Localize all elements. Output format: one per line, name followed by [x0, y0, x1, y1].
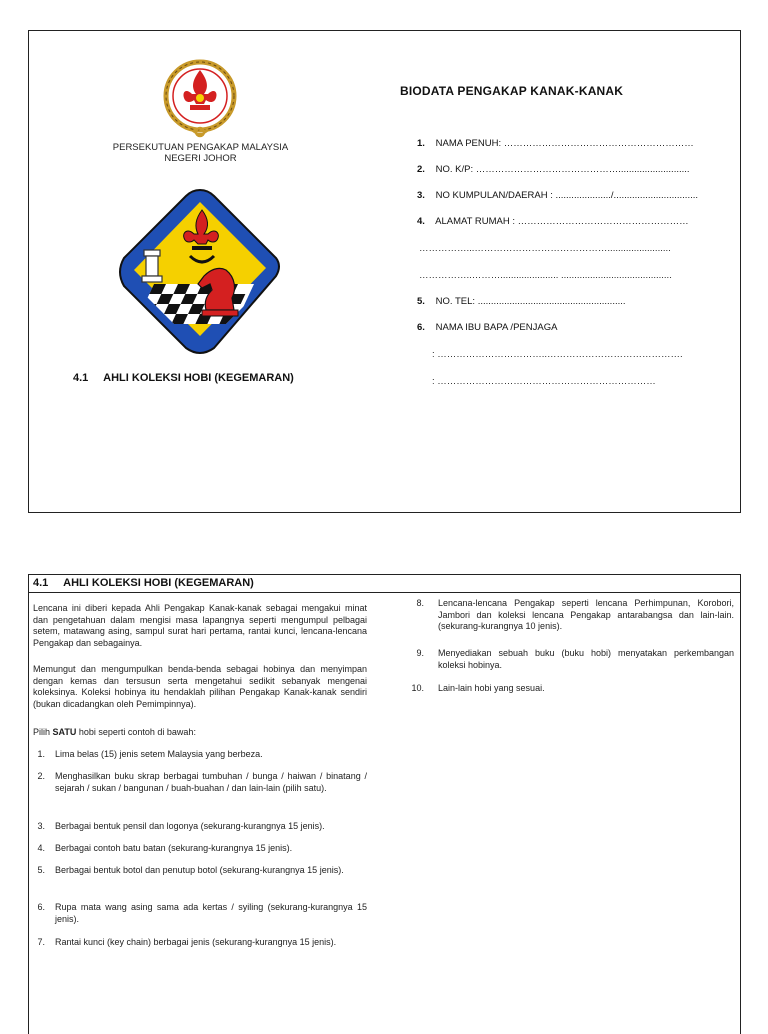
field-label: NO. TEL:	[435, 296, 476, 307]
list-item-number: 8.	[416, 598, 424, 608]
chess-badge-image	[114, 186, 286, 358]
section-title-top: 4.1 AHLI KOLEKSI HOBI (KEGEMARAN)	[73, 372, 294, 384]
field-number: 3.	[417, 190, 425, 201]
choose-instruction	[33, 727, 367, 739]
field-dots: ........................................................	[477, 296, 626, 307]
list-item-text: Lima belas (15) jenis setem Malaysia yang berbeza.	[55, 749, 263, 759]
field-dots: ……………………………………………………	[503, 138, 694, 149]
field-label: NO. K/P:	[435, 164, 474, 175]
section-title-bottom: 4.1 AHLI KOLEKSI HOBI (KEGEMARAN)	[33, 577, 254, 589]
field-label: NAMA PENUH:	[435, 138, 502, 149]
org-name-line1: PERSEKUTUAN PENGAKAP MALAYSIA	[112, 142, 289, 153]
list-item-number: 6.	[37, 902, 45, 912]
list-item-text: Lencana-lencana Pengakap seperti lencana Perhimpunan, Korobori, Jambori dan koleksi lencana Pengakap antarabangsa dan lain-lain. (sekurang-kurangnya 10 jenis).	[438, 598, 734, 631]
list-item-number: 5.	[37, 865, 45, 875]
list-item-text: Rupa mata wang asing sama ada kertas / syiling (sekurang-kurangnya 15 jenis).	[55, 902, 367, 924]
field-nama-penuh[interactable]	[417, 138, 694, 149]
parent-line-2[interactable]: : ……………………………………………………………	[432, 376, 656, 387]
parent-line-1[interactable]: : ……………………………..…………………………………….	[432, 349, 683, 360]
field-dots: ………………………………………...........................	[475, 164, 690, 175]
address-line-2[interactable]: ……………...……………………………………........................	[419, 243, 671, 254]
list-item-text: Menyediakan sebuah buku (buku hobi) menyatakan perkembangan koleksi hobinya.	[438, 648, 734, 670]
field-dots: ………………………………………………	[517, 216, 689, 227]
list-item-number: 3.	[37, 821, 45, 831]
list-item-number: 10.	[411, 683, 424, 693]
section-title-divider	[28, 592, 741, 593]
field-number: 1.	[417, 138, 425, 149]
address-line-3[interactable]: ……………..………...................... ..........................................	[419, 270, 672, 281]
field-label: NAMA IBU BAPA /PENJAGA	[435, 322, 558, 333]
choose-post: hobi seperti contoh di bawah:	[76, 727, 196, 737]
field-no-tel[interactable]	[417, 296, 626, 307]
intro-paragraph-2: Memungut dan mengumpulkan benda-benda sebagai hobinya dan menyimpan dengan kemas dan tersusun serta mengetahui sedikit sebanyak mengenai koleksinya. Koleksi hobinya itu hendaklah pilihan Pengakap Kanak-kanak sendiri (bukan dicadangkan oleh Pemimpinnya).	[33, 664, 367, 709]
field-number: 5.	[417, 296, 425, 307]
list-item-number: 4.	[37, 843, 45, 853]
field-no-kp[interactable]	[417, 164, 690, 175]
list-item-text: Berbagai contoh batu batan (sekurang-kurangnya 15 jenis).	[55, 843, 293, 853]
field-number: 2.	[417, 164, 425, 175]
list-item-text: Rantai kunci (key chain) berbagai jenis (sekurang-kurangnya 15 jenis).	[55, 937, 337, 947]
list-item-text: Menghasilkan buku skrap berbagai tumbuhan / bunga / haiwan / binatang / sejarah / sukan / bangunan / buah-buahan / dan lain-lain (pilih satu).	[55, 771, 367, 793]
choose-pre: Pilih	[33, 727, 53, 737]
list-item-number: 7.	[37, 937, 45, 947]
form-title: BIODATA PENGAKAP KANAK-KANAK	[400, 84, 624, 98]
field-dots: ...................../................................	[555, 190, 698, 201]
field-nama-ibu-bapa	[417, 322, 557, 333]
list-item-text: Berbagai bentuk pensil dan logonya (sekurang-kurangnya 15 jenis).	[55, 821, 325, 831]
list-item-text: Lain-lain hobi yang sesuai.	[438, 683, 545, 693]
list-item-number: 2.	[37, 771, 45, 781]
list-item-number: 1.	[37, 749, 45, 759]
field-number: 4.	[417, 216, 425, 227]
list-item-text: Berbagai bentuk botol dan penutup botol (sekurang-kurangnya 15 jenis).	[55, 865, 344, 875]
field-label: ALAMAT RUMAH :	[435, 216, 516, 227]
field-no-kumpulan[interactable]	[417, 190, 698, 201]
org-name-line2: NEGERI JOHOR	[164, 153, 237, 164]
choose-bold: SATU	[52, 727, 77, 737]
intro-paragraph-1: Lencana ini diberi kepada Ahli Pengakap Kanak-kanak sebagai mengakui minat dan pengetahuan dalam mengisi masa lapangnya seperti mengumpul pelbagai setem, matawang asing, sampul surat hari pertama, rantai kunci, lencana-lencana Pengakap dan sebagainya.	[33, 603, 367, 648]
list-item-number: 9.	[416, 648, 424, 658]
scout-emblem-logo	[160, 58, 240, 142]
field-number: 6.	[417, 322, 425, 333]
field-label: NO KUMPULAN/DAERAH :	[435, 190, 553, 201]
field-alamat-rumah[interactable]	[417, 216, 689, 227]
